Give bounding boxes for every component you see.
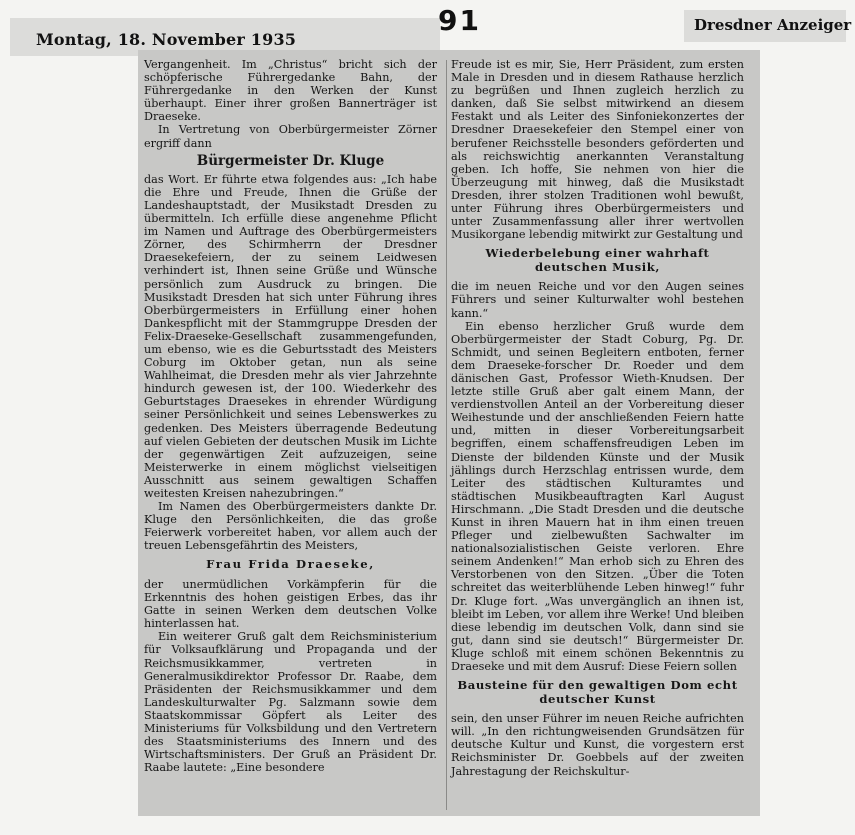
paragraph: die im neuen Reiche und vor den Augen seines Führers und seiner Kulturwalter wohl bestehen kann.“ [451, 280, 744, 320]
paragraph: Ein weiterer Gruß galt dem Reichsministerium für Volksaufklärung und Propaganda und der Reichsmusikkammer, vertreten in Generalmusikdirektor Professor Dr. Raabe, dem Präsidenten der Reichsmusikkammer und dem Landeskulturwalter Pg. Salzmann sowie dem Staatskommissar Göpfert als Leiter des Ministeriums für Volksbildung und den Vertretern des Staatsministeriums des Innern und des Wirtschaftsministers. Der Gruß an Präsident Dr. Raabe lautete: „Eine besondere [144, 630, 437, 775]
paragraph: der unermüdlichen Vorkämpferin für die Erkenntnis des hohen geistigen Erbes, das ihr Gatte in seinen Werken dem deutschen Volke hinterlassen hat. [144, 577, 437, 631]
section-headline: Bürgermeister Dr. Kluge [196, 152, 385, 169]
column-divider [446, 60, 447, 810]
issue-date: Montag, 18. November 1935 [36, 30, 297, 49]
paragraph: In Vertretung von Oberbürgermeister Zörner ergriff dann [144, 123, 437, 150]
section-subheading: Bausteine für den gewaltigen Dom echt deutscher Kunst [457, 678, 738, 706]
article-column-left [144, 58, 437, 774]
section-subheading: Frau Frida Draeseke, [206, 557, 375, 572]
page-number-handwritten: 91 [438, 4, 481, 37]
paragraph: Freude ist es mir, Sie, Herr Präsident, zum ersten Male in Dresden und in diesem Rathause herzlich zu begrüßen und Ihnen zugleich herzlich zu danken, daß Sie selbst mitwirkend an diesem Festakt und als Leiter des Sinfoniekonzertes der Dresdner Draesekefeier den Stempel einer von berufener Reichsstelle besonders geförderten und als reichswichtig anerkannten Veranstaltung geben. Ich hoffe, Sie nehmen von hier die Überzeugung mit hinweg, daß die Musikstadt Dresden, ihrer stolzen Traditionen wohl bewußt, unter Führung ihres Oberbürgermeisters und unter Zusammenfassung aller ihrer wertvollen Musikorgane lebendig mitwirkt zur Gestaltung und [451, 58, 744, 242]
article-column-right [451, 58, 744, 778]
paragraph: Vergangenheit. Im „Christus“ bricht sich der schöpferische Führergedanke Bahn, der Führergedanke in den Werken der Kunst überhaupt. Einer ihrer großen Bannerträger ist Draeseke. [144, 58, 437, 124]
paragraph: Ein ebenso herzlicher Gruß wurde dem Oberbürgermeister der Stadt Coburg, Pg. Dr. Schmidt, und seinen Begleitern entboten, ferner dem Draeseke-forscher Dr. Roeder und dem dänischen Gast, Professor Wieth-Knudsen. Der letzte stille Gruß aber galt einem Mann, der verdienstvollen Anteil an der Vorbereitung dieser Weihestunde und der anschließenden Feiern hatte und, mitten in dieser Vorbereitungsarbeit begriffen, einem schaffensfreudigen Leben im Dienste der bildenden Künste und der Musik jählings durch Herzschlag entrissen wurde, dem Leiter des städtischen Kulturamtes und städtischen Musikbeauftragten Karl August Hirschmann. „Die Stadt Dresden und die deutsche Kunst in ihren Mauern hat in ihm einen treuen Pfleger und zielbewußten Sachwalter im nationalsozialistischen Geiste verloren. Ehre seinem Andenken!“ Man erhob sich zu Ehren des Verstorbenen von den Sitzen. „Über die Toten schreitet das weiterblühende Leben hinweg!“ fuhr Dr. Kluge fort. „Was unvergänglich an ihnen ist, bleibt im Leben, vor allem ihre Werke! Und bleiben diese lebendig im deutschen Volk, dann sind sie gut, dann sind sie deutsch!“ Bürgermeister Dr. Kluge schloß mit einem schönen Bekenntnis zu Draeseke und mit dem Ausruf: Diese Feiern sollen [451, 319, 744, 674]
paragraph: Im Namen des Oberbürgermeisters dankte Dr. Kluge den Persönlichkeiten, die das große Feierwerk vorbereitet haben, vor allem auch der treuen Lebensgefährtin des Meisters, [144, 500, 437, 553]
paragraph: das Wort. Er führte etwa folgendes aus: „Ich habe die Ehre und Freude, Ihnen die Grüße der Landeshauptstadt, der Musikstadt Dresden zu übermitteln. Ich erfülle diese angenehme Pflicht im Namen und Auftrage des Oberbürgermeisters Zörner, des Schirmherrn der Dresdner Draesekefeiern, der zu seinem Leidwesen verhindert ist, Ihnen seine Grüße und Wünsche persönlich zum Ausdruck zu bringen. Die Musikstadt Dresden hat sich unter Führung ihres Oberbürgermeisters in Erfüllung einer hohen Dankespflicht mit der Stammgruppe Dresden der Felix-Draeseke-Gesellschaft zusammengefunden, um ebenso, wie es die Geburtsstadt des Meisters Coburg im Oktober getan, nun als seine Wahlheimat, die Dresden mehr als vier Jahrzehnte hindurch gewesen ist, der 100. Wiederkehr des Geburtstages Draesekes in ehrender Würdigung seiner Persönlichkeit und seines Lebenswerkes zu gedenken. Des Meisters überragende Bedeutung auf vielen Gebieten der deutschen Musik im Lichte der gegenwärtigen Zeit aufzuzeigen, seine Meisterwerke in einem möglichst vielseitigen Ausschnitt aus seinem gewaltigen Schaffen weitesten Kreisen nahezubringen.“ [144, 172, 437, 500]
paragraph: sein, den unser Führer im neuen Reiche aufrichten will. „In den richtungweisenden Grundsätzen für deutsche Kultur und Kunst, die vorgestern erst Reichsminister Dr. Goebbels auf der zweiten Jahrestagung der Reichskultur- [451, 712, 744, 778]
section-subheading: Wiederbelebung einer wahrhaft deutschen Musik, [485, 246, 710, 274]
newspaper-name: Dresdner Anzeiger [694, 16, 852, 34]
